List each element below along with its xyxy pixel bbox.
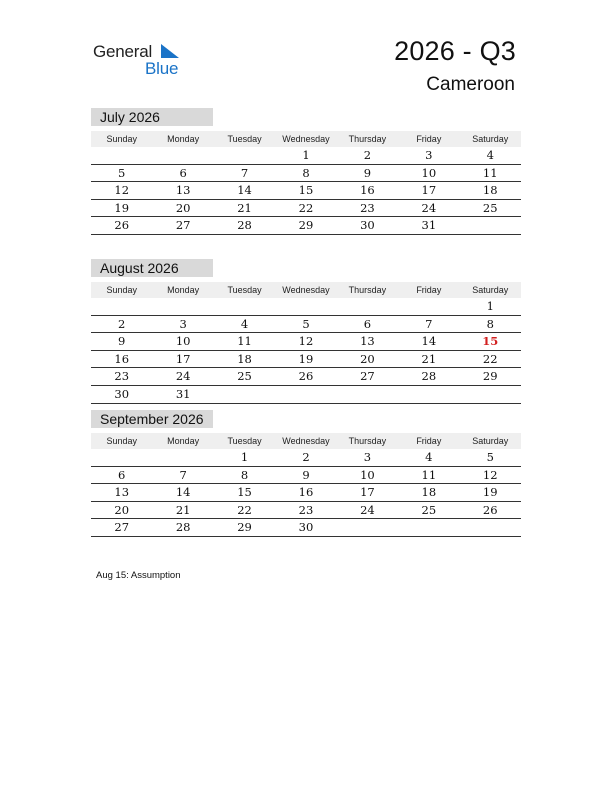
day-cell: 5: [302, 316, 310, 331]
day-cell: 3: [363, 450, 372, 464]
weekday-label: Tuesday: [227, 285, 262, 295]
day-cell: [214, 298, 275, 315]
day-cell: 19: [482, 485, 498, 500]
logo-text-blue: Blue: [145, 59, 179, 78]
day-cell: 23: [298, 502, 314, 517]
day-cell: 11: [421, 467, 437, 482]
day-cell: 22: [237, 502, 252, 517]
day-cell: [337, 519, 398, 536]
week-row: [91, 502, 521, 520]
day-cell: 24: [421, 200, 437, 215]
week-row: [91, 298, 521, 316]
day-cell: [460, 519, 521, 536]
day-cell: [91, 449, 152, 466]
logo-text-general: General: [93, 42, 153, 61]
day-cell: 7: [179, 467, 187, 482]
day-cell: 29: [298, 218, 314, 233]
month-august: [91, 259, 521, 404]
weekday-label: Saturday: [472, 134, 509, 144]
day-cell: 23: [114, 369, 130, 384]
week-row: [91, 200, 521, 218]
day-cell: 6: [179, 165, 187, 180]
weekday-label: Saturday: [472, 436, 509, 446]
day-cell: 30: [298, 520, 314, 535]
week-row: [91, 484, 521, 502]
day-cell: 26: [482, 502, 498, 517]
day-cell: 8: [486, 316, 494, 331]
day-cell: 17: [421, 183, 437, 198]
day-cell: 1: [240, 450, 249, 464]
weekday-label: Sunday: [106, 134, 137, 144]
weekday-label: Thursday: [348, 285, 387, 295]
page-title: 2026 - Q3: [394, 36, 516, 66]
weekday-label: Thursday: [348, 436, 387, 446]
day-cell: 25: [482, 200, 498, 215]
logo: [93, 40, 193, 80]
day-cell: 3: [179, 316, 187, 331]
day-cell: 21: [175, 502, 191, 517]
day-cell: 2: [302, 450, 310, 464]
day-cell: 16: [298, 485, 314, 500]
holiday-note: Aug 15: Assumption: [96, 570, 181, 581]
day-cell: 16: [114, 351, 130, 366]
day-cell: [214, 386, 275, 403]
weekday-header: [91, 282, 521, 298]
day-cell: 24: [175, 369, 191, 384]
day-cell: [460, 386, 521, 403]
day-cell: 17: [175, 351, 191, 366]
day-cell: 1: [302, 148, 310, 162]
day-cell: 27: [114, 520, 130, 535]
day-cell: [460, 217, 521, 234]
week-row: [91, 165, 521, 183]
day-cell: 31: [421, 218, 437, 233]
day-cell: 12: [114, 183, 130, 198]
day-cell: 31: [175, 386, 191, 401]
month-july: [91, 108, 521, 235]
day-cell: [152, 449, 213, 466]
weekday-label: Saturday: [472, 285, 509, 295]
day-cell: [91, 298, 152, 315]
weekday-label: Sunday: [106, 436, 137, 446]
day-cell: [398, 386, 459, 403]
logo-flag-icon: [159, 44, 181, 60]
day-cell: 21: [421, 351, 437, 366]
day-cell: 26: [114, 218, 130, 233]
day-cell: 16: [360, 183, 375, 198]
day-cell: 20: [114, 502, 130, 517]
day-cell: 9: [363, 165, 372, 180]
day-cell: 28: [421, 369, 437, 384]
day-cell: 27: [175, 218, 191, 233]
month-grid: [91, 298, 521, 404]
day-cell: 6: [118, 467, 126, 482]
day-cell: 25: [237, 369, 252, 384]
day-cell: 12: [482, 467, 498, 482]
week-row: [91, 217, 521, 235]
week-row: [91, 147, 521, 165]
day-cell: [337, 386, 398, 403]
month-grid: [91, 147, 521, 235]
weekday-label: Monday: [167, 436, 200, 446]
day-cell: 5: [486, 450, 494, 464]
day-cell: 17: [360, 485, 375, 500]
day-cell: [398, 298, 459, 315]
month-title: July 2026: [91, 108, 213, 126]
week-row: [91, 368, 521, 386]
weekday-label: Monday: [167, 134, 200, 144]
day-cell: 22: [482, 351, 498, 366]
day-cell: 13: [175, 183, 191, 198]
day-cell: 30: [114, 386, 130, 401]
day-cell: 9: [118, 334, 126, 349]
day-cell: 20: [360, 351, 375, 366]
day-cell: 18: [482, 183, 498, 198]
day-cell: 10: [421, 165, 437, 180]
day-cell: 8: [240, 467, 249, 482]
day-cell: 23: [360, 200, 375, 215]
week-row: [91, 316, 521, 334]
day-cell: 9: [302, 467, 310, 482]
weekday-label: Friday: [416, 436, 442, 446]
day-cell: [275, 298, 336, 315]
weekday-label: Wednesday: [282, 285, 330, 295]
day-cell: 24: [360, 502, 375, 517]
weekday-label: Tuesday: [227, 436, 262, 446]
weekday-label: Thursday: [348, 134, 387, 144]
week-row: [91, 386, 521, 404]
week-row: [91, 519, 521, 537]
day-cell: 11: [482, 165, 498, 180]
day-cell: [152, 147, 213, 164]
holiday-day-cell: 15: [482, 334, 499, 349]
day-cell: 14: [237, 183, 252, 198]
day-cell: 14: [421, 334, 437, 349]
month-grid: [91, 449, 521, 537]
day-cell: 6: [363, 316, 372, 331]
day-cell: 2: [363, 148, 372, 162]
day-cell: 30: [360, 218, 375, 233]
day-cell: 18: [237, 351, 252, 366]
day-cell: 29: [237, 520, 252, 535]
weekday-header: [91, 433, 521, 449]
weekday-label: Wednesday: [282, 134, 330, 144]
month-september: [91, 410, 521, 537]
day-cell: 11: [237, 334, 252, 349]
week-row: [91, 182, 521, 200]
day-cell: 25: [421, 502, 437, 517]
week-row: [91, 449, 521, 467]
day-cell: [337, 298, 398, 315]
day-cell: 14: [175, 485, 191, 500]
day-cell: 3: [425, 148, 433, 162]
weekday-label: Wednesday: [282, 436, 330, 446]
day-cell: 19: [298, 351, 314, 366]
week-row: [91, 467, 521, 485]
day-cell: 28: [237, 218, 252, 233]
day-cell: 8: [302, 165, 310, 180]
day-cell: 13: [360, 334, 375, 349]
day-cell: 20: [175, 200, 191, 215]
day-cell: 10: [360, 467, 375, 482]
day-cell: 4: [486, 148, 494, 162]
day-cell: 21: [237, 200, 252, 215]
day-cell: 13: [114, 485, 130, 500]
country-name: Cameroon: [426, 74, 515, 95]
weekday-label: Friday: [416, 285, 442, 295]
weekday-label: Tuesday: [227, 134, 262, 144]
day-cell: [275, 386, 336, 403]
day-cell: 7: [240, 165, 249, 180]
month-title: September 2026: [91, 410, 213, 428]
day-cell: 10: [175, 334, 191, 349]
day-cell: 26: [298, 369, 314, 384]
day-cell: 15: [298, 183, 314, 198]
week-row: [91, 351, 521, 369]
day-cell: 4: [425, 450, 433, 464]
day-cell: 18: [421, 485, 437, 500]
day-cell: 12: [298, 334, 314, 349]
day-cell: 1: [486, 299, 494, 313]
day-cell: 7: [425, 316, 433, 331]
day-cell: 4: [240, 316, 249, 331]
day-cell: 2: [118, 316, 126, 331]
day-cell: [152, 298, 213, 315]
day-cell: 22: [298, 200, 314, 215]
weekday-label: Sunday: [106, 285, 137, 295]
weekday-label: Friday: [416, 134, 442, 144]
day-cell: 28: [175, 520, 191, 535]
day-cell: 19: [114, 200, 130, 215]
day-cell: 29: [482, 369, 498, 384]
weekday-label: Monday: [167, 285, 200, 295]
day-cell: [214, 147, 275, 164]
day-cell: [91, 147, 152, 164]
day-cell: 15: [237, 485, 252, 500]
day-cell: [398, 519, 459, 536]
week-row: [91, 333, 521, 351]
day-cell: 5: [118, 165, 126, 180]
holiday-notes: [96, 570, 181, 581]
weekday-header: [91, 131, 521, 147]
month-title: August 2026: [91, 259, 213, 277]
day-cell: 27: [360, 369, 375, 384]
